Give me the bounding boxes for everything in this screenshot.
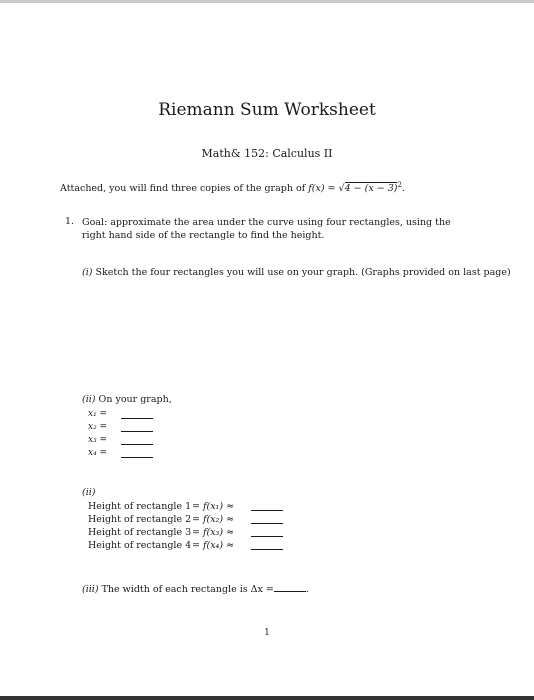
- part-i-text: Sketch the four rectangles you will use on your graph. (Graphs provided on last page): [95, 267, 511, 278]
- height-expr-3: = f(x₃) ≈: [192, 527, 235, 538]
- height-expr-2: = f(x₂) ≈: [192, 514, 235, 525]
- viewer-bottom-edge: [0, 696, 534, 700]
- height-row-3: [88, 527, 250, 538]
- part-iii-text: The width of each rectangle is Δx =: [101, 584, 274, 595]
- x3-answer-blank[interactable]: [121, 444, 153, 445]
- height-label-4: Height of rectangle 4: [88, 540, 192, 551]
- x2-answer-blank[interactable]: [121, 431, 153, 432]
- course-subtitle: Math& 152: Calculus II: [201, 147, 333, 160]
- width-answer-blank[interactable]: [274, 582, 306, 592]
- intro-paragraph: [60, 181, 405, 194]
- height-label-1: Height of rectangle 1: [88, 501, 192, 512]
- function-end: .: [401, 183, 405, 195]
- height-row-4: [88, 540, 250, 551]
- x4-label: x₄ =: [88, 448, 108, 458]
- question-1-number: 1.: [65, 216, 75, 227]
- sqrt-expression: [339, 183, 398, 194]
- part-iii-end: .: [305, 584, 309, 595]
- part-iii-label: (iii): [82, 584, 99, 595]
- part-iii: [82, 582, 309, 595]
- part-i: [82, 267, 511, 278]
- height-4-answer-blank[interactable]: [251, 549, 283, 550]
- function-lhs: f(x) =: [308, 183, 339, 195]
- function-exponent: 2: [397, 181, 402, 189]
- part-ii-text: On your graph,: [98, 394, 172, 405]
- sqrt-radicand: 4 − (x − 3): [344, 183, 398, 195]
- height-expr-4: = f(x₄) ≈: [192, 540, 235, 551]
- height-label-2: Height of rectangle 2: [88, 514, 192, 525]
- x4-answer-blank[interactable]: [121, 457, 153, 458]
- x1-answer-blank[interactable]: [121, 418, 153, 419]
- height-row-1: [88, 501, 250, 512]
- question-1-text: Goal: approximate the area under the curve using four rectangles, using the right hand side of the rectangle to find the height.: [82, 217, 451, 241]
- x3-label: x₃ =: [88, 435, 108, 445]
- part-ii: [82, 394, 172, 405]
- sqrt-symbol: √: [338, 183, 345, 195]
- height-row-2: [88, 514, 250, 525]
- height-3-answer-blank[interactable]: [251, 536, 283, 537]
- height-2-answer-blank[interactable]: [251, 523, 283, 524]
- part-ii-second-label: (ii): [82, 487, 96, 498]
- x2-label: x₂ =: [88, 422, 108, 432]
- height-label-3: Height of rectangle 3: [88, 527, 192, 538]
- page-number: 1: [264, 628, 270, 638]
- height-1-answer-blank[interactable]: [251, 510, 283, 511]
- intro-text: Attached, you will find three copies of the graph of: [60, 183, 306, 195]
- x1-label: x₁ =: [88, 409, 108, 419]
- page-title: Riemann Sum Worksheet: [158, 100, 376, 120]
- part-ii-label: (ii): [82, 394, 96, 405]
- part-i-label: (i): [82, 267, 93, 278]
- height-expr-1: = f(x₁) ≈: [192, 501, 235, 512]
